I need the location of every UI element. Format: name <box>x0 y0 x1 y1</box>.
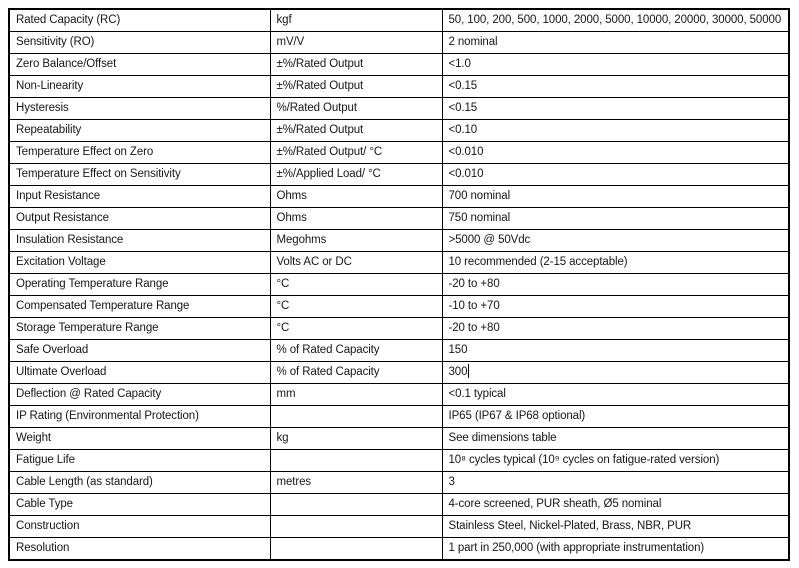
param-cell[interactable] <box>9 164 270 186</box>
unit-text: Ohms <box>276 212 307 224</box>
table-row <box>9 406 789 428</box>
value-text: Stainless Steel, Nickel-Plated, Brass, NBR, PUR <box>448 520 692 532</box>
unit-text: Ohms <box>276 190 307 202</box>
value-text: 150 <box>448 344 468 356</box>
unit-text: °C <box>276 278 290 290</box>
param-cell[interactable] <box>9 538 270 561</box>
unit-cell[interactable] <box>270 472 442 494</box>
unit-text: ±%/Rated Output <box>276 124 364 136</box>
param-cell[interactable] <box>9 120 270 142</box>
value-text: <1.0 <box>448 58 471 70</box>
table-row <box>9 384 789 406</box>
unit-cell[interactable] <box>270 340 442 362</box>
param-cell[interactable] <box>9 98 270 120</box>
param-cell[interactable] <box>9 296 270 318</box>
param-text: Temperature Effect on Sensitivity <box>16 168 181 180</box>
spec-table-body <box>9 9 789 560</box>
value-cell[interactable] <box>442 362 789 384</box>
param-cell[interactable] <box>9 76 270 98</box>
value-text: -20 to +80 <box>448 278 500 290</box>
param-text: Compensated Temperature Range <box>16 300 190 312</box>
value-cell[interactable] <box>442 516 789 538</box>
value-text: 50, 100, 200, 500, 1000, 2000, 5000, 10000, 20000, 30000, 50000 <box>448 14 782 26</box>
param-cell[interactable] <box>9 54 270 76</box>
table-row <box>9 362 789 384</box>
unit-text: mV/V <box>276 36 305 48</box>
unit-text: kgf <box>276 14 292 26</box>
unit-text: ±%/Rated Output <box>276 58 364 70</box>
value-cell[interactable] <box>442 9 789 32</box>
value-text: 750 nominal <box>448 212 511 224</box>
param-text: Non-Linearity <box>16 80 84 92</box>
param-text: Zero Balance/Offset <box>16 58 117 70</box>
unit-text: ±%/Rated Output <box>276 80 364 92</box>
unit-cell[interactable] <box>270 230 442 252</box>
table-row <box>9 54 789 76</box>
value-text: 3 <box>448 476 455 488</box>
param-text: Excitation Voltage <box>16 256 106 268</box>
value-cell[interactable] <box>442 340 789 362</box>
value-cell[interactable] <box>442 54 789 76</box>
table-row <box>9 428 789 450</box>
value-text: <0.10 <box>448 124 478 136</box>
unit-cell[interactable] <box>270 450 442 472</box>
table-row <box>9 186 789 208</box>
value-cell[interactable] <box>442 120 789 142</box>
param-cell[interactable] <box>9 472 270 494</box>
unit-cell[interactable] <box>270 9 442 32</box>
unit-cell[interactable] <box>270 32 442 54</box>
value-cell[interactable] <box>442 494 789 516</box>
value-cell[interactable] <box>442 428 789 450</box>
param-text: Ultimate Overload <box>16 366 107 378</box>
unit-cell[interactable] <box>270 362 442 384</box>
param-cell[interactable] <box>9 340 270 362</box>
value-cell[interactable] <box>442 164 789 186</box>
value-text: <0.010 <box>448 146 484 158</box>
table-row <box>9 538 789 561</box>
unit-text: Megohms <box>276 234 327 246</box>
value-cell[interactable] <box>442 208 789 230</box>
unit-text: %/Rated Output <box>276 102 357 114</box>
table-row <box>9 252 789 274</box>
param-text: Temperature Effect on Zero <box>16 146 154 158</box>
unit-cell[interactable] <box>270 208 442 230</box>
value-text: 4-core screened, PUR sheath, Ø5 nominal <box>448 498 662 510</box>
value-cell[interactable] <box>442 274 789 296</box>
table-row <box>9 340 789 362</box>
unit-cell[interactable] <box>270 538 442 561</box>
table-row <box>9 164 789 186</box>
param-cell[interactable] <box>9 494 270 516</box>
unit-text: °C <box>276 300 290 312</box>
value-text: >5000 @ 50Vdc <box>448 234 531 246</box>
param-text: Sensitivity (RO) <box>16 36 95 48</box>
param-text: Deflection @ Rated Capacity <box>16 388 162 400</box>
unit-text: mm <box>276 388 296 400</box>
table-row <box>9 472 789 494</box>
table-row <box>9 142 789 164</box>
unit-cell[interactable] <box>270 384 442 406</box>
table-row <box>9 98 789 120</box>
param-text: Insulation Resistance <box>16 234 124 246</box>
unit-cell[interactable] <box>270 186 442 208</box>
param-text: Storage Temperature Range <box>16 322 159 334</box>
value-cell[interactable] <box>442 230 789 252</box>
unit-text: ±%/Applied Load/ °C <box>276 168 381 180</box>
unit-cell[interactable] <box>270 406 442 428</box>
value-cell[interactable] <box>442 98 789 120</box>
unit-cell[interactable] <box>270 274 442 296</box>
value-text: 2 nominal <box>448 36 498 48</box>
table-row <box>9 296 789 318</box>
unit-cell[interactable] <box>270 296 442 318</box>
unit-cell[interactable] <box>270 428 442 450</box>
param-text: Safe Overload <box>16 344 89 356</box>
table-row <box>9 120 789 142</box>
table-row <box>9 9 789 32</box>
param-text: Hysteresis <box>16 102 69 114</box>
value-text: 300 <box>448 366 468 378</box>
param-cell[interactable] <box>9 208 270 230</box>
param-text: Repeatability <box>16 124 82 136</box>
text-cursor <box>468 364 469 378</box>
value-cell[interactable] <box>442 76 789 98</box>
value-text: IP65 (IP67 & IP68 optional) <box>448 410 586 422</box>
table-row <box>9 274 789 296</box>
unit-cell[interactable] <box>270 98 442 120</box>
param-cell[interactable] <box>9 32 270 54</box>
param-text: Operating Temperature Range <box>16 278 169 290</box>
unit-cell[interactable] <box>270 252 442 274</box>
value-cell[interactable] <box>442 538 789 561</box>
unit-cell[interactable] <box>270 164 442 186</box>
value-cell[interactable] <box>442 450 789 472</box>
unit-text: % of Rated Capacity <box>276 366 380 378</box>
value-text: -20 to +80 <box>448 322 500 334</box>
param-cell[interactable] <box>9 252 270 274</box>
value-cell[interactable] <box>442 252 789 274</box>
unit-text: °C <box>276 322 290 334</box>
unit-cell[interactable] <box>270 120 442 142</box>
param-text: Construction <box>16 520 80 532</box>
unit-cell[interactable] <box>270 76 442 98</box>
value-text: 10⁸ cycles typical (10⁹ cycles on fatigue-rated version) <box>448 454 720 466</box>
param-cell[interactable] <box>9 362 270 384</box>
param-text: Fatigue Life <box>16 454 75 466</box>
param-cell[interactable] <box>9 142 270 164</box>
value-cell[interactable] <box>442 472 789 494</box>
unit-text: ±%/Rated Output/ °C <box>276 146 383 158</box>
param-cell[interactable] <box>9 428 270 450</box>
param-text: Input Resistance <box>16 190 101 202</box>
value-cell[interactable] <box>442 142 789 164</box>
table-row <box>9 318 789 340</box>
param-text: Rated Capacity (RC) <box>16 14 121 26</box>
value-cell[interactable] <box>442 406 789 428</box>
unit-text: Volts AC or DC <box>276 256 352 268</box>
value-text: <0.15 <box>448 80 478 92</box>
table-row <box>9 208 789 230</box>
value-text: <0.010 <box>448 168 484 180</box>
table-row <box>9 32 789 54</box>
table-row <box>9 450 789 472</box>
param-cell[interactable] <box>9 406 270 428</box>
value-text: See dimensions table <box>448 432 557 444</box>
spec-table <box>8 8 790 561</box>
param-cell[interactable] <box>9 9 270 32</box>
param-cell[interactable] <box>9 318 270 340</box>
unit-text: kg <box>276 432 289 444</box>
param-cell[interactable] <box>9 274 270 296</box>
unit-cell[interactable] <box>270 54 442 76</box>
table-row <box>9 230 789 252</box>
value-cell[interactable] <box>442 186 789 208</box>
param-text: IP Rating (Environmental Protection) <box>16 410 199 422</box>
value-cell[interactable] <box>442 296 789 318</box>
value-cell[interactable] <box>442 384 789 406</box>
value-text: 1 part in 250,000 (with appropriate instrumentation) <box>448 542 705 554</box>
table-row <box>9 516 789 538</box>
table-row <box>9 494 789 516</box>
unit-text: % of Rated Capacity <box>276 344 380 356</box>
param-text: Output Resistance <box>16 212 109 224</box>
value-cell[interactable] <box>442 318 789 340</box>
unit-cell[interactable] <box>270 318 442 340</box>
value-cell[interactable] <box>442 32 789 54</box>
unit-cell[interactable] <box>270 516 442 538</box>
unit-cell[interactable] <box>270 494 442 516</box>
param-text: Cable Type <box>16 498 73 510</box>
param-cell[interactable] <box>9 450 270 472</box>
param-text: Resolution <box>16 542 70 554</box>
param-text: Cable Length (as standard) <box>16 476 153 488</box>
value-text: 700 nominal <box>448 190 511 202</box>
param-cell[interactable] <box>9 516 270 538</box>
value-text: <0.1 typical <box>448 388 506 400</box>
param-cell[interactable] <box>9 384 270 406</box>
param-text: Weight <box>16 432 51 444</box>
table-row <box>9 76 789 98</box>
param-cell[interactable] <box>9 230 270 252</box>
unit-text: metres <box>276 476 312 488</box>
value-text: -10 to +70 <box>448 300 500 312</box>
value-text: 10 recommended (2-15 acceptable) <box>448 256 628 268</box>
param-cell[interactable] <box>9 186 270 208</box>
unit-cell[interactable] <box>270 142 442 164</box>
value-text: <0.15 <box>448 102 478 114</box>
